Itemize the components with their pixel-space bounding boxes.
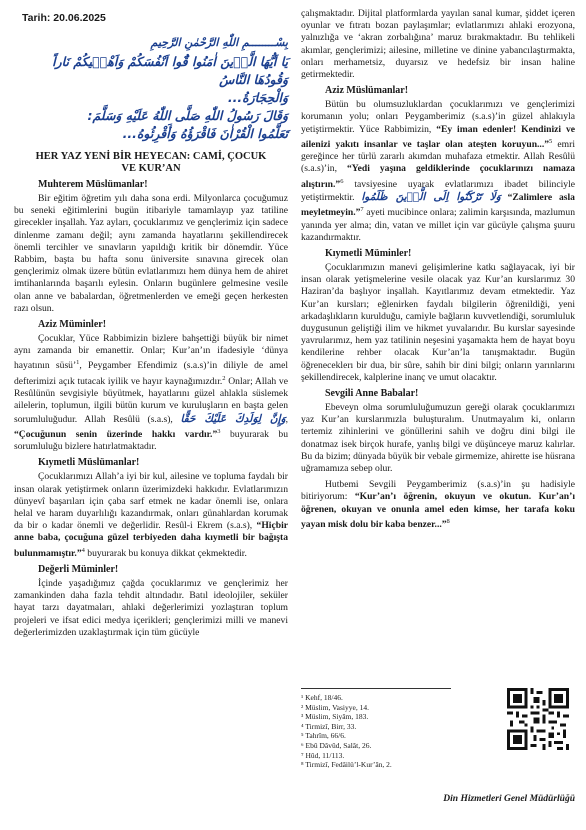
ayah-line-1: يَا اَيُّهَا الَّذ۪ينَ اٰمَنُوا قُٓوا اَنْفُسَكُمْ وَاَهْل۪يكُمْ نَاراً وَقُودُهَا النَّاسُ (52, 54, 288, 87)
footnote-2: ² Müslim, Vasiyye, 14. (301, 702, 369, 712)
p6-text-a: Bütün bu olumsuzluklardan çocuklarımızı ve gençlerimizi korumanın yolu; onları Peygamberimiz (s.a.s)’in güzel ahlakıyla yetiştirmektir. Yüce Rabbimizin, (301, 99, 575, 135)
footnote-8: ⁸ Tirmizî, Fedâilü’l-Kur’ân, 2. (301, 760, 392, 770)
heading-aziz-muslumanlar: Aziz Müslümanlar! (325, 85, 409, 97)
paragraph-1: Bir eğitim öğretim yılı daha sona erdi. Milyonlarca çocuğumuz bu seneki eğitimlerini bugün itibariyle tamamlayıp yaz tatiline girecekler inşallah. Yaz ayları, çocuklarımız ve gençlerimiz için sadece dinlenme zamanı değil; aynı zamanda hayatlarını şekillendirecek önemli tercihler ve sınavların yapıldığı kritik bir dönemdir. Yüce Rabbim, başta bu hafta sonu üniversite sınavına girecek olan gençlerimiz olmak üzere bütün evlatlarımızı hem dünya hem de ahiret imtihanlarında başarılı eylesin. Onların bugünlere gelmesine vesile olan anne ve babalardan, öğretmenlerden ve emeği geçen herkesten razı olsun. (14, 193, 288, 314)
paragraph-4: İçinde yaşadığımız çağda çocuklarımız ve gençlerimiz her zamankinden daha fazla tehdit altındadır. Batıl ideolojiler, seküler hayat tarzı dayatmaları, ahlaki değerlerimizi yozlaştıran toplum projeleri ve ifsat edici medya içerikleri; gençlerimizi milli ve manevi değerlerimizden uzaklaştırmak için tüm gücüyle (14, 578, 288, 638)
basmala: بِسْــــــــمِ اللّٰهِ الرَّحْمٰنِ الرَّحِيمِ (150, 36, 288, 49)
ayah-line-2: وَالْحِجَارَةُ... (227, 90, 288, 105)
footnotes (301, 688, 451, 770)
ayah-quote-2: “Zalimlere asla meyletmeyin.” (301, 192, 575, 219)
p2-text-c: Onlar; Allah ve Resûlünün sevgisiyle büyütmek, hayatlarını güzel ahlakla süslemek ailelerin, toplumun, ilgili bütün kurum ve kuruluşların en başta gelen sorumluluğudur. Allah Resûlü (s.a.s), (14, 376, 288, 425)
paragraph-5: çalışmaktadır. Dijital platformlarda yayılan sanal kumar, şiddet içeren oyunlar ve fıtratı bozan paylaşımlar; evlatlarımızı ahlaki erozyona, yalnızlığa ve ‘akran zorbalığına’ maruz bırakmaktadır. Bu tehlikeli akımlar, gençlerimizi; ailesine, milletine ve dinine yabancılaştırmakta, onları merhametsiz, duyarsız ve hedefsiz bir insan haline getirmektedir. (301, 8, 575, 81)
p9-text-a: Hutbemi Sevgili Peygamberimiz (s.a.s)’in şu hadisiyle bitiriyorum: (301, 479, 575, 503)
paragraph-6 (301, 99, 575, 244)
footnote-7: ⁷ Hûd, 11/113. (301, 750, 345, 760)
footnote-1: ¹ Kehf, 18/46. (301, 693, 343, 702)
p2-text-d: buyurarak bu sorumluluğu bizlere hatırlatmaktadır. (14, 429, 289, 453)
hadith-quote-2: “Hiçbir anne baba, çocuğuna güzel terbiyeden daha kıymetli bir bağışta bulunmamıştır.” (14, 520, 288, 559)
footnote-3: ³ Müslim, Siyâm, 183. (301, 712, 369, 722)
paragraph-8: Ebeveyn olma sorumluluğumuzun gereği olarak çocuklarımızı yaz Kur’an kurslarımızla buluşturalım. Unutmayalım ki, onların tertemiz zihinlerini ve gönüllerini sahih ve doğru dini bilgi ile donatmaz isek birçok hurafe, yanlış bilgi ve düşünceye maruz kalırlar. Bu da bizim; dünyada büyük bir vebale girmemize, ahirette ise hüsrana uğramamıza sebep olur. (301, 402, 575, 475)
ayah-line-4: تَعَلَّمُوا الْقُرْاٰنَ فَاقْرَؤُهُ وَأَقْرِئُوهُ... (122, 126, 288, 141)
p2-text-b: , Peygamber Efendimiz (s.a.s)’in diliyle de amel defterimizi açık tutacak iyilik ve hayır kaynağımızdır. (14, 360, 288, 388)
heading-sevgili-anne-babalar: Sevgili Anne Babalar! (325, 388, 419, 400)
hadith-quote-4: “Kur’an’ı öğrenin, okuyun ve okutun. Kur’an’ı öğrenen, okuyan ve onunla amel eden kimse, her tarafa koku yayan misk dolu bir kaba benzer...” (301, 491, 575, 531)
left-column (14, 10, 288, 643)
paragraph-9 (301, 479, 575, 531)
heading-aziz-muminler: Aziz Müminler! (38, 319, 107, 331)
sermon-title (14, 151, 288, 175)
p3-text-a: Çocuklarımızı Allah’a iyi bir kul, ailesine ve topluma faydalı bir insan olarak yetiştirmek onların üzerimizdeki hakkıdır. Evlatlarımızın dünyevî başarıları için çaba sarf etmek ne kadar önemli ise, onlara helal ve haram duyarlılığı kazandırmak, onları günahlardan korumak da bir o kadar önemli ve değerlidir. Resûl-i Ekrem (s.a.s), (14, 471, 288, 532)
p6-text-c: tavsiyesine uyarak evlatlarımızı ibadet bilinciyle yetiştirmektir. (301, 178, 575, 204)
footnote-ref-6: 6 (340, 177, 344, 185)
hadith-quote-3: “Yedi yaşına geldiklerinde çocuklarınızı namaza alıştırın.” (301, 163, 575, 190)
p3-text-b: buyurarak bu konuya dikkat çekmektedir. (84, 547, 247, 559)
footnote-6: ⁶ Ebû Dâvûd, Salât, 26. (301, 740, 372, 750)
p6-text-d: ayeti mucibince onlara; zalimin karşısında, mazlumun yanında yer alma; din, vatan ve millet için var gücüyle çalışma şuuru kazandırmaktır. (301, 207, 575, 243)
paragraph-3 (14, 471, 288, 560)
footnote-ref-4: 4 (81, 546, 85, 554)
right-column (301, 8, 575, 804)
arabic-verses (14, 36, 288, 143)
title-line-1: HER YAZ YENİ BİR HEYECAN: CAMİ, ÇOCUK (35, 151, 267, 162)
footnote-ref-2: 2 (222, 374, 226, 382)
ayah-quote-1: “Ey iman edenler! Kendinizi ve ailenizi yakıtı insanlar ve taşlar olan ateşten koruyun...” (301, 123, 575, 151)
heading-kiymetli-muminler: Kıymetli Müminler! (325, 248, 412, 260)
p6-text-b: emri gereğince her türlü zararlı akımdan muhafaza etmektir. Allah Resûlü (s.a.s)’in, (301, 139, 575, 175)
ayah-line-3: وَقَالَ رَسُولُ اللّٰهِ صَلَّى اللّٰهُ عَلَيْهِ وَسَلَّمَ: (87, 108, 288, 123)
ayah-arabic-2: وَلَا تَرْكَنُٓوا اِلَى الَّذ۪ينَ ظَلَمُوا (361, 191, 501, 204)
paragraph-2: Çocuklar, Yüce Rabbimizin bizlere bahşettiği büyük bir nimet aynı zamanda bir emanettir. Onlar; Kur’an’ın ifadesiyle ‘dünya hayatının süsü’$^1$, Peygamber Efendimiz (s.a.s)’in diliyle de amel defterimizi açık tutacak iyilik ve hayır kaynağımızdır.$^2$ Onlar; Allah ve Resûlünün sevgisiyle büyütmek, hayatlarını güzel ahlakla süslemek ailelerin, toplumun, ilgili bütün kurum ve kuruluşların en başta gelen sorumluluğudur. Allah Resûlü (s.a.s), وَإِنَّ لِوَلَدِكَ عَلَيْكَ حَقًّا, “Çocuğunun senin üzerinde hakkı vardır.”$^3$ buyurarak bu sorumluluğu bizlere hatırlatmaktadır. (14, 333, 289, 453)
hadith-arabic-1: وَإِنَّ لِوَلَدِكَ عَلَيْكَ حَقًّا (180, 412, 286, 425)
footnote-ref-1: 1 (76, 359, 80, 367)
heading-muhterem: Muhterem Müslümanlar! (38, 179, 148, 190)
paragraph-7: Çocuklarımızın manevi gelişimlerine katkı sağlayacak, iyi bir insan olarak yetişmelerine vesile olacak yaz Kur’an kurslarımız 30 Haziran’da başlıyor inşallah. Kayıtlarımız devam etmektedir. Yaz Kur’an kursları; eğlenirken faydalı bilgilerin öğrenildiği, yeni arkadaşlıkların kurulduğu, camiyle bağların kuvvetlendiği, sorumluluk duygusunun geliştiği ilim ve hikmet yuvalarıdır. Bu kurslar sayesinde yavrularımız, hem yaz tatilinin neşesini yaşamakta hem de hayat boyu kendilerine rehber olacak Kur’an’la tanışmaktadır. Bugün öğreneceklerı bir dua, bir sûre, sahih bir dini bilgi; onların yarınlarını şekillendirecek, kalplerine inanç ve umut olacaktır. (301, 262, 575, 383)
signature: Din Hizmetleri Genel Müdürlüğü (443, 794, 575, 804)
qr-code-icon[interactable] (507, 688, 569, 750)
footnote-ref-8: 8 (446, 517, 450, 525)
footnote-ref-3: 3 (217, 427, 221, 435)
date-label: Tarih: 20.06.2025 (22, 12, 106, 24)
heading-kiymetli-muslumanlar: Kıymetli Müslümanlar! (38, 457, 140, 469)
footnote-ref-5: 5 (549, 137, 553, 145)
footnote-4: ⁴ Tirmizî, Birr, 33. (301, 721, 357, 731)
footnote-ref-7: 7 (360, 206, 364, 214)
heading-degerli-muminler: Değerli Müminler! (38, 564, 119, 576)
hadith-quote-1: “Çocuğunun senin üzerinde hakkı vardır.” (14, 429, 218, 441)
footnote-5: ⁵ Tahrîm, 66/6. (301, 731, 346, 741)
title-line-2: VE KUR’AN (121, 163, 181, 174)
p2-text-a: Çocuklar, Yüce Rabbimizin bizlere bahşettiği büyük bir nimet aynı zamanda bir emanettir. Onlar; Kur’an’ın ifadesiyle ‘dünya hayatının süsü’ (14, 333, 288, 372)
